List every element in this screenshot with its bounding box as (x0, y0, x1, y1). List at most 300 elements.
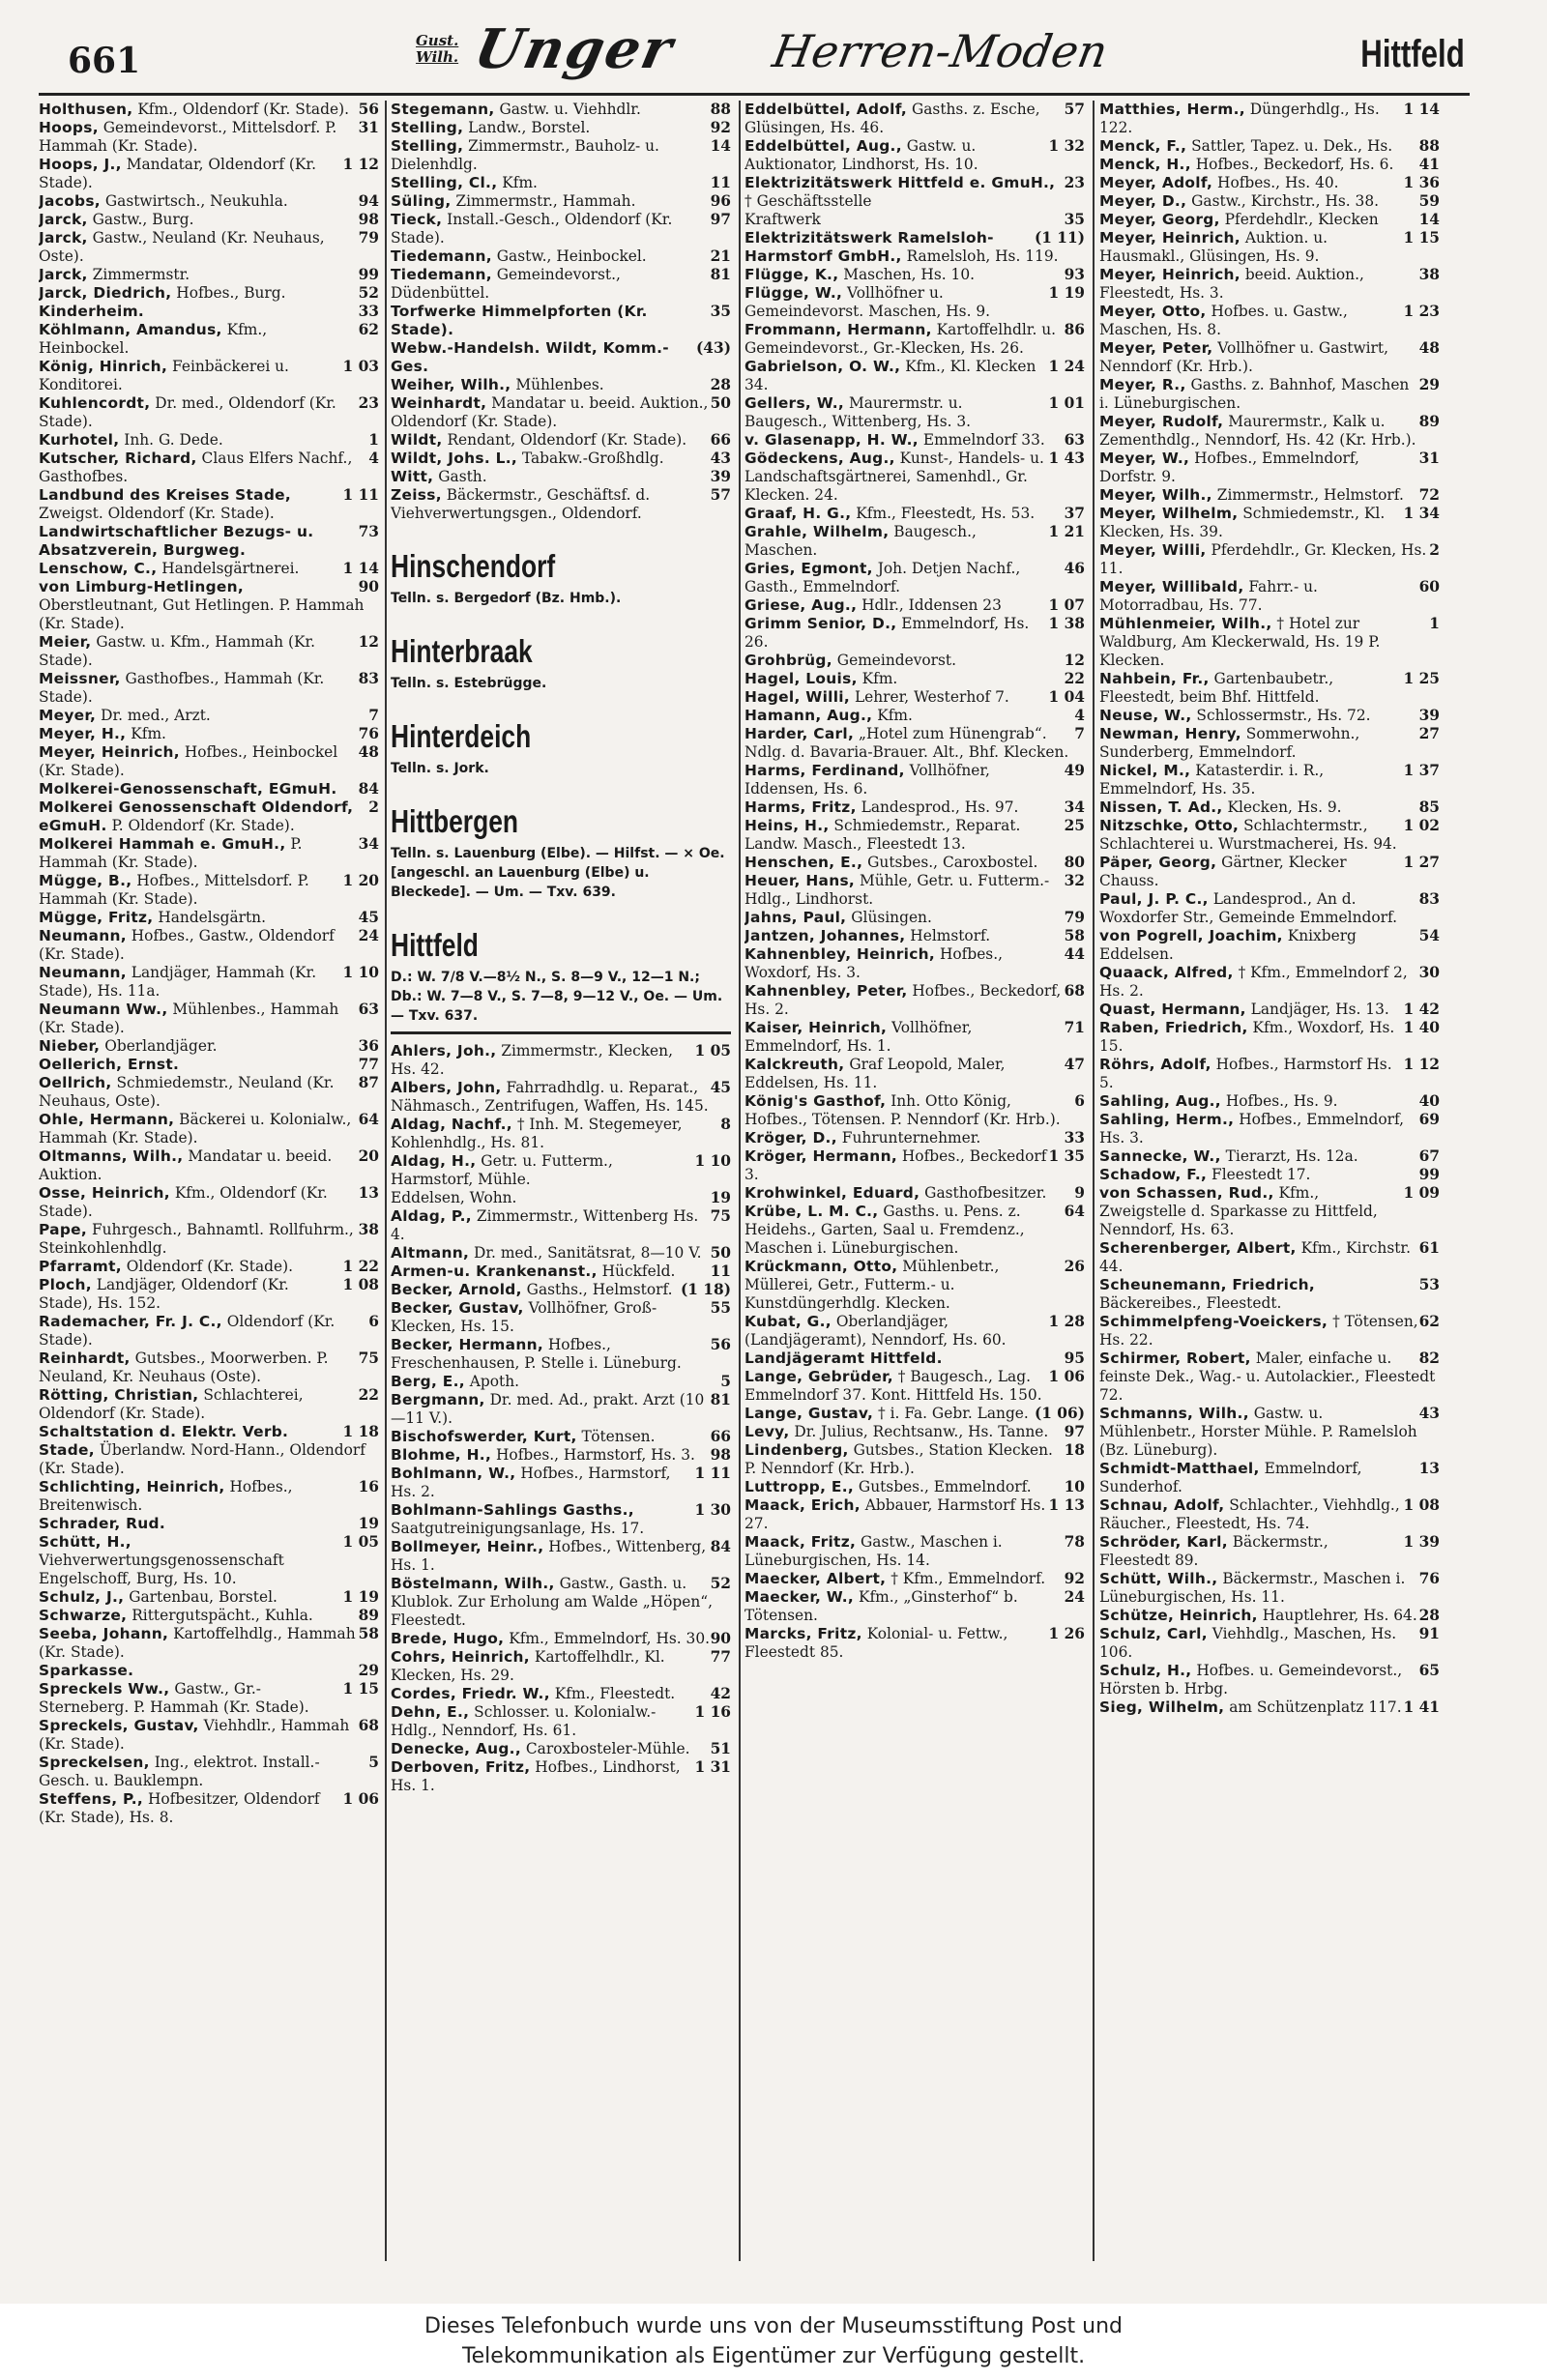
subscriber-details: Claus Elfers Nachf., Gasthofbes. (39, 450, 353, 485)
phone-number: 79 (358, 229, 379, 247)
phone-number: 24 (358, 927, 379, 944)
listing-entry (744, 560, 1085, 596)
subscriber-details: Landw., Borstel. (468, 119, 591, 136)
subscriber-name: Aldag, H., (391, 1152, 477, 1170)
phone-number: 19 (710, 1189, 731, 1206)
subscriber-details: Caroxbosteler-Mühle. (525, 1740, 690, 1757)
listing-entry (1099, 1350, 1440, 1405)
listing-entry (39, 578, 379, 633)
phone-number: 18 (1064, 1441, 1085, 1459)
listing-entry (744, 762, 1085, 798)
place-heading: Hinterbraak (391, 633, 533, 669)
subscriber-name: Steffens, P., (39, 1790, 144, 1808)
listing-entry (1099, 1405, 1440, 1460)
subscriber-details: Ing., elektrot. Install.-Gesch. u. Bauklempn. (39, 1754, 320, 1789)
phone-number: 71 (1064, 1019, 1085, 1036)
phone-number: 28 (710, 376, 731, 393)
listing-entry (1099, 303, 1440, 339)
listing-entry (39, 964, 379, 1001)
subscriber-details: Kfm., Emmelndorf, Hs. 30. (509, 1630, 711, 1647)
subscriber-details: Handelsgärtn. (158, 909, 266, 926)
subscriber-name: Dehn, E., (391, 1703, 470, 1721)
phone-number: 1 30 (694, 1501, 731, 1519)
subscriber-name: Meyer, H., (39, 725, 127, 742)
subscriber-details: Hofbes., Beckedorf, Hs. 2. (744, 982, 1062, 1018)
phone-number: 35 (710, 303, 731, 320)
phone-number: 76 (1418, 1570, 1440, 1587)
listing-entry (744, 1147, 1085, 1184)
subscriber-details: Fahrradhdlg. u. Reparat., Nähmasch., Zentrifugen, Waffen, Hs. 145. (391, 1079, 709, 1115)
subscriber-name: Meyer, Wilh., (1099, 486, 1212, 504)
subscriber-details: Gasth. (438, 468, 487, 485)
listing-entry (1099, 1056, 1440, 1092)
subscriber-name: Ahlers, Joh., (391, 1042, 497, 1059)
subscriber-details: Sattler, Tapez. u. Dek., Hs. (1191, 137, 1393, 155)
listing-entry (39, 1258, 379, 1276)
phone-number: 12 (1064, 652, 1085, 669)
listing-entry (744, 358, 1085, 394)
phone-number: 1 09 (1403, 1184, 1440, 1202)
subscriber-details: Viehhdlg., Maschen, Hs. 106. (1099, 1625, 1397, 1661)
subscriber-details: Kfm., Oldendorf (Kr. Stade). (137, 101, 349, 118)
subscriber-details: Hofbes. u. Gastw., Maschen, Hs. 8. (1099, 303, 1348, 338)
subscriber-details: Gastw., Heinbockel. (496, 247, 647, 265)
listing-entry (39, 1037, 379, 1056)
subscriber-details: Mühle, Getr. u. Futterm.-Hdlg., Lindhorst. (744, 872, 1050, 908)
listing-entry (391, 1575, 731, 1630)
listing-entry (744, 211, 1085, 229)
subscriber-name: Reinhardt, (39, 1350, 131, 1367)
subscriber-details: Oberstleutnant, Gut Hetlingen. P. Hammah (Kr. Stade). (39, 596, 365, 632)
phone-number: 82 (1418, 1350, 1440, 1367)
subscriber-name: Brede, Hugo, (391, 1630, 505, 1647)
listing-entry (39, 192, 379, 211)
subscriber-name: Spreckels Ww., (39, 1680, 170, 1698)
subscriber-name: Böstelmann, Wilh., (391, 1575, 555, 1592)
phone-number: 14 (710, 137, 731, 155)
listing-entry (39, 670, 379, 707)
subscriber-details: Kfm. (502, 174, 538, 191)
phone-number: 73 (358, 523, 379, 540)
subscriber-details: Bäckereibes., Fleestedt. (1099, 1294, 1282, 1312)
phone-number: 78 (1064, 1533, 1085, 1551)
subscriber-name: Schaltstation d. Elektr. Verb. Stade, (39, 1423, 289, 1459)
phone-number: 5 (720, 1373, 731, 1390)
subscriber-name: Gabrielson, O. W., (744, 358, 901, 375)
subscriber-details: Hofbes., Burg. (176, 284, 286, 302)
subscriber-details: Kfm., „Ginsterhof“ b. Tötensen. (744, 1588, 1018, 1624)
listing-entry (1099, 1460, 1440, 1496)
subscriber-name: Krohwinkel, Eduard, (744, 1184, 920, 1202)
listing-entry (391, 1703, 731, 1740)
phone-number: 1 37 (1403, 762, 1440, 779)
phone-number: 79 (1064, 909, 1085, 926)
subscriber-name: Cordes, Friedr. W., (391, 1685, 550, 1702)
subscriber-name: Jahns, Paul, (744, 909, 847, 926)
listing-entry (1099, 890, 1440, 927)
listing-entry (391, 1263, 731, 1281)
subscriber-details: Dr. med., Sanitätsrat, 8—10 V. (474, 1244, 702, 1262)
phone-number: 11 (710, 174, 731, 191)
subscriber-name: Pape, (39, 1221, 88, 1238)
place-heading: Hittfeld (391, 927, 479, 963)
listing-entry (391, 1391, 731, 1428)
subscriber-details: Schmiedemstr., Reparat. Landw. Masch., Fleestedt 13. (744, 817, 1021, 853)
phone-number: 68 (1064, 982, 1085, 1000)
listing-entry (391, 1299, 731, 1336)
subscriber-name: Quaack, Alfred, (1099, 964, 1234, 981)
subscriber-details: Kfm., Woxdorf, Hs. 15. (1099, 1019, 1395, 1055)
phone-number: 31 (1418, 450, 1440, 467)
phone-number: 25 (1064, 817, 1085, 834)
listing-entry (39, 156, 379, 192)
listing-entry (1099, 486, 1440, 505)
subscriber-name: Altmann, (391, 1244, 470, 1262)
phone-number: 1 01 (1048, 394, 1085, 412)
phone-number: 1 08 (1403, 1496, 1440, 1514)
subscriber-name: König, Hinrich, (39, 358, 168, 375)
listing-entry (39, 303, 379, 321)
phone-number: 44 (1064, 945, 1085, 963)
subscriber-name: Lindenberg, (744, 1441, 849, 1459)
subscriber-details: Schmiedemstr., Kl. Klecken, Hs. 39. (1099, 505, 1386, 540)
phone-number: (1 06) (1034, 1405, 1085, 1422)
phone-number: 4 (1074, 707, 1085, 724)
phone-number: 22 (358, 1386, 379, 1404)
listing-entry (744, 725, 1085, 762)
subscriber-name: Flügge, W., (744, 284, 843, 302)
column-3 (744, 101, 1085, 2266)
subscriber-details: Landesprod., An d. Woxdorfer Str., Gemeinde Emmelndorf. (1099, 890, 1397, 926)
subscriber-name: Meyer, Wilhelm, (1099, 505, 1239, 522)
subscriber-name: Seeba, Johann, (39, 1625, 169, 1642)
subscriber-name: Bergmann, (391, 1391, 485, 1408)
subscriber-name: Harder, Carl, (744, 725, 855, 742)
phone-number: 32 (1064, 872, 1085, 889)
subscriber-name: Meyer, Willi, (1099, 541, 1207, 559)
phone-number: 27 (1418, 725, 1440, 742)
phone-number: 1 06 (1048, 1368, 1085, 1385)
subscriber-details: Inh. Otto König, Hofbes., Tötensen. P. Nenndorf (Kr. Hrb.). (744, 1092, 1061, 1128)
subscriber-details: Rendant, Oldendorf (Kr. Stade). (447, 431, 687, 449)
listing-entry (391, 101, 731, 119)
listing-entry (1099, 229, 1440, 266)
phone-number: 1 20 (342, 872, 379, 889)
subscriber-name: Neumann Ww., (39, 1001, 168, 1018)
phone-number: 85 (1418, 798, 1440, 816)
subscriber-name: Süling, (391, 192, 452, 210)
phone-number: 77 (710, 1648, 731, 1666)
subscriber-name: Mühlenmeier, Wilh., (1099, 615, 1272, 632)
subscriber-details: Fahrr.- u. Motorradbau, Hs. 77. (1099, 578, 1318, 614)
phone-number: 1 40 (1403, 1019, 1440, 1036)
phone-number: 16 (358, 1478, 379, 1495)
phone-number: 23 (1064, 174, 1085, 191)
subscriber-details: Hofbes., Hs. 40. (1217, 174, 1339, 191)
listing-entry (744, 798, 1085, 817)
subscriber-details: Viehhdlr., Hammah (Kr. Stade). (39, 1717, 350, 1753)
phone-number: 1 42 (1403, 1001, 1440, 1018)
place-heading: Hinschendorf (391, 548, 556, 584)
listing-entry (744, 1184, 1085, 1203)
subscriber-details: Tierarzt, Hs. 12a. (1225, 1147, 1358, 1165)
subscriber-name: Heins, H., (744, 817, 830, 834)
subscriber-name: Hoops, J., (39, 156, 122, 173)
subscriber-name: Jarck, (39, 266, 88, 283)
advertiser-logo (416, 17, 1112, 83)
subscriber-name: Graaf, H. G., (744, 505, 852, 522)
subscriber-details: Hdlr., Iddensen 23 (861, 596, 1002, 614)
subscriber-details: Klecken, Hs. 9. (1227, 798, 1342, 816)
subscriber-details: Kartoffelhdlr., Kl. Klecken, Hs. 29. (391, 1648, 665, 1684)
listing-entry (1099, 798, 1440, 817)
phone-number: 13 (1418, 1460, 1440, 1477)
subscriber-details: Bäckermstr., Maschen i. Lüneburgischen, Hs. 11. (1099, 1570, 1406, 1606)
subscriber-details: beeid. Auktion., Fleestedt, Hs. 3. (1099, 266, 1364, 302)
subscriber-name: Armen-u. Krankenanst., (391, 1263, 598, 1280)
subscriber-name: Schütt, H., (39, 1533, 131, 1551)
phone-number: 1 31 (694, 1758, 731, 1776)
subscriber-details: Mühlenbes., Hammah (Kr. Stade). (39, 1001, 339, 1036)
listing-entry (391, 247, 731, 266)
subscriber-details: Hückfeld. (601, 1263, 676, 1280)
listing-entry (391, 192, 731, 211)
subscriber-name: Weinhardt, (391, 394, 487, 412)
subscriber-details: Kfm., Heinbockel. (39, 321, 268, 357)
phone-number: 29 (1418, 376, 1440, 393)
subscriber-name: Sannecke, W., (1099, 1147, 1221, 1165)
subscriber-details: Fuhrgesch., Bahnamtl. Rollfuhrm., Steinkohlenhdlg. (39, 1221, 354, 1257)
subscriber-name: Witt, (391, 468, 434, 485)
subscriber-name: Kurhotel, (39, 431, 120, 449)
subscriber-details: Hofbes., Mittelsdorf. P. Hammah (Kr. Stade). (39, 872, 309, 908)
listing-entry (391, 1336, 731, 1373)
subscriber-details: Überlandw. Nord-Hann., Oldendorf (Kr. Stade). (39, 1441, 365, 1477)
subscriber-name: Hamann, Aug., (744, 707, 873, 724)
listing-entry (1099, 707, 1440, 725)
listing-entry (391, 339, 731, 376)
subscriber-details: Inh. G. Dede. (124, 431, 223, 449)
place-note: Telln. s. Lauenburg (Elbe). — Hilfst. — × Oe. [angeschl. an Lauenburg (Elbe) u. Bleckede]. — Um. — Txv. 639. (391, 846, 725, 900)
subscriber-details: Joh. Detjen Nachf., Gasth., Emmelndorf. (744, 560, 1021, 595)
subscriber-name: Lenschow, C., (39, 560, 158, 577)
subscriber-details: Düngerhdlg., Hs. 122. (1099, 101, 1380, 136)
phone-number: 19 (358, 1515, 379, 1532)
phone-number: 26 (1064, 1258, 1085, 1275)
listing-entry (744, 1588, 1085, 1625)
listing-entry (391, 1152, 731, 1189)
listing-entry (744, 1423, 1085, 1441)
listing-entry (1099, 137, 1440, 156)
subscriber-name: Neuse, W., (1099, 707, 1192, 724)
listing-entry (39, 321, 379, 358)
subscriber-details: Hofbes., Heinbockel (Kr. Stade). (39, 743, 338, 779)
subscriber-details: Kfm., Kirchstr. 44. (1099, 1239, 1411, 1275)
listing-entry (391, 1446, 731, 1465)
phone-number: 1 11 (342, 486, 379, 504)
subscriber-details: Gastw. u. Auktionator, Lindhorst, Hs. 10. (744, 137, 978, 173)
listing-entry (744, 1258, 1085, 1313)
phone-number: 1 28 (1048, 1313, 1085, 1330)
subscriber-name: Schütt, Wilh., (1099, 1570, 1218, 1587)
phone-number: 38 (1418, 266, 1440, 283)
phone-number: 93 (1064, 266, 1085, 283)
subscriber-details: Kfm., Fleestedt. (554, 1685, 676, 1702)
phone-number: 29 (358, 1662, 379, 1679)
subscriber-name: Scherenberger, Albert, (1099, 1239, 1297, 1257)
subscriber-name: Quast, Hermann, (1099, 1001, 1246, 1018)
listing-entry (39, 1607, 379, 1625)
subscriber-details: Gastw. u. Viehhdlr. (499, 101, 641, 118)
phone-number: 28 (1418, 1607, 1440, 1624)
phone-number: 1 26 (1048, 1625, 1085, 1642)
subscriber-name: Meyer, Georg, (1099, 211, 1220, 228)
subscriber-details: Kartoffelhdlg., Hammah (Kr. Stade). (39, 1625, 356, 1661)
listing-entry (39, 1790, 379, 1827)
listing-entry (1099, 339, 1440, 376)
subscriber-details: Zimmermstr., Klecken, Hs. 42. (391, 1042, 673, 1078)
phone-number: 66 (710, 431, 731, 449)
listing-entry (1099, 1625, 1440, 1662)
phone-number: 1 22 (342, 1258, 379, 1275)
phone-number: 52 (710, 1575, 731, 1592)
phone-number: 90 (710, 1630, 731, 1647)
phone-number: 75 (358, 1350, 379, 1367)
column-divider (739, 101, 741, 2261)
subscriber-details: Hauptlehrer, Hs. 64. (1262, 1607, 1417, 1624)
listing-entry (391, 1758, 731, 1795)
phone-number: 58 (358, 1625, 379, 1642)
phone-number: 86 (1064, 321, 1085, 338)
phone-number: 56 (358, 101, 379, 118)
listing-entry (39, 1533, 379, 1588)
page-header (39, 17, 1465, 89)
listing-entry (391, 211, 731, 247)
header-rule (39, 93, 1470, 96)
subscriber-name: Gödeckens, Aug., (744, 450, 895, 467)
subscriber-details: † Geschäftsstelle (744, 192, 872, 210)
phone-number: 97 (710, 211, 731, 228)
listing-entry (39, 1111, 379, 1147)
subscriber-name: Schulz, H., (1099, 1662, 1192, 1679)
phone-number: 7 (1074, 725, 1085, 742)
subscriber-details: Landjäger, Hammah (Kr. Stade), Hs. 11a. (39, 964, 317, 1000)
subscriber-name: Menck, F., (1099, 137, 1187, 155)
subscriber-details: Hofbes., Gastw., Oldendorf (Kr. Stade). (39, 927, 335, 963)
phone-number: 68 (358, 1717, 379, 1734)
subscriber-details: Gasths., Helmstorf. (526, 1281, 673, 1298)
subscriber-name: Hagel, Willi, (744, 688, 851, 706)
listing-entry (1099, 211, 1440, 229)
phone-number: 81 (710, 266, 731, 283)
subscriber-details: † Kfm., Emmelndorf. (890, 1570, 1046, 1587)
subscriber-name: Holthusen, (39, 101, 133, 118)
phone-number: 84 (358, 780, 379, 798)
subscriber-name: Grimm Senior, D., (744, 615, 897, 632)
subscriber-name: Krübe, L. M. C., (744, 1203, 879, 1220)
listing-entry (744, 927, 1085, 945)
subscriber-name: Menck, H., (1099, 156, 1191, 173)
listing-entry (39, 872, 379, 909)
subscriber-details: Gasths. z. Bahnhof, Maschen i. Lüneburgischen. (1099, 376, 1410, 412)
phone-number: 40 (1418, 1092, 1440, 1110)
subscriber-details: Mühlenbetr., Müllerei, Getr., Futterm.- u. Kunstdüngerhdlg. Klecken. (744, 1258, 1000, 1312)
listing-entry (1099, 1662, 1440, 1698)
subscriber-name: Zeiss, (391, 486, 442, 504)
subscriber-name: Tieck, (391, 211, 443, 228)
listing-entry (1099, 578, 1440, 615)
subscriber-details: Landjäger, Hs. 13. (1250, 1001, 1389, 1018)
phone-number: 84 (710, 1538, 731, 1555)
subscriber-details: Zimmermstr. (92, 266, 190, 283)
listing-entry (39, 119, 379, 156)
subscriber-details: Hofbes. u. Gemeindevorst., Hörsten b. Hrbg. (1099, 1662, 1403, 1698)
subscriber-details: Gastwirtsch., Neukuhla. (104, 192, 288, 210)
listing-entry (1099, 670, 1440, 707)
phone-number: 50 (710, 394, 731, 412)
listing-entry (744, 872, 1085, 909)
subscriber-name: Meyer, (39, 707, 97, 724)
listing-entry (39, 1515, 379, 1533)
subscriber-name: Albers, John, (391, 1079, 502, 1096)
phone-number: 43 (1418, 1405, 1440, 1422)
listing-entry (744, 101, 1085, 137)
listing-entry (1099, 1239, 1440, 1276)
phone-number: 1 04 (1048, 688, 1085, 706)
subscriber-details: Tötensen. (581, 1428, 656, 1445)
listing-entry (744, 1441, 1085, 1478)
phone-number: 90 (358, 578, 379, 595)
subscriber-details: Hofbes., Hs. 9. (1225, 1092, 1338, 1110)
listing-entry (744, 652, 1085, 670)
subscriber-details: † Kfm., Emmelndorf 2, Hs. 2. (1099, 964, 1408, 1000)
phone-number: 1 15 (1403, 229, 1440, 247)
subscriber-name: Spreckels, Gustav, (39, 1717, 199, 1734)
phone-number: 36 (358, 1037, 379, 1055)
subscriber-details: Hofbes., Emmelndorf, Hs. 3. (1099, 1111, 1405, 1146)
phone-number: 59 (1418, 192, 1440, 210)
listing-entry (391, 1648, 731, 1685)
phone-number: 1 32 (1048, 137, 1085, 155)
subscriber-details: Hofbes., Emmelndorf, Dorfstr. 9. (1099, 450, 1359, 485)
subscriber-details: Kartoffelhdlr. u. Gemeindevorst., Gr.-Klecken, Hs. 26. (744, 321, 1057, 357)
listing-entry (39, 560, 379, 578)
listing-entry (744, 945, 1085, 982)
subscriber-details: Baugesch., Maschen. (744, 523, 977, 559)
subscriber-name: Grohbrüg, (744, 652, 832, 669)
subscriber-details: Hofbes., Woxdorf, Hs. 3. (744, 945, 1003, 981)
subscriber-name: Schlichting, Heinrich, (39, 1478, 225, 1495)
subscriber-name: Blohme, H., (391, 1446, 492, 1464)
listing-entry (1099, 854, 1440, 890)
subscriber-details: Maler, einfache u. feinste Dek., Wag.- u. Autolackier., Fleestedt 72. (1099, 1350, 1436, 1404)
section-rule (391, 1031, 731, 1034)
listing-entry (1099, 174, 1440, 192)
phone-number: 99 (1418, 1166, 1440, 1183)
listing-entry (744, 1533, 1085, 1570)
subscriber-details: Katasterdir. i. R., Emmelndorf, Hs. 35. (1099, 762, 1325, 798)
listing-entry (1099, 1698, 1440, 1717)
subscriber-name: Kröger, Hermann, (744, 1147, 897, 1165)
phone-number: 1 39 (1403, 1533, 1440, 1551)
phone-number: 2 (1429, 541, 1440, 559)
listing-entry (1099, 1147, 1440, 1166)
subscriber-details: Gastw. u. Kfm., Hammah (Kr. Stade). (39, 633, 316, 669)
subscriber-details: Feinbäckerei u. Konditorei. (39, 358, 289, 393)
phone-number: 1 13 (1048, 1496, 1085, 1514)
subscriber-name: Mügge, B., (39, 872, 132, 889)
subscriber-details: am Schützenplatz 117. (1229, 1698, 1402, 1716)
